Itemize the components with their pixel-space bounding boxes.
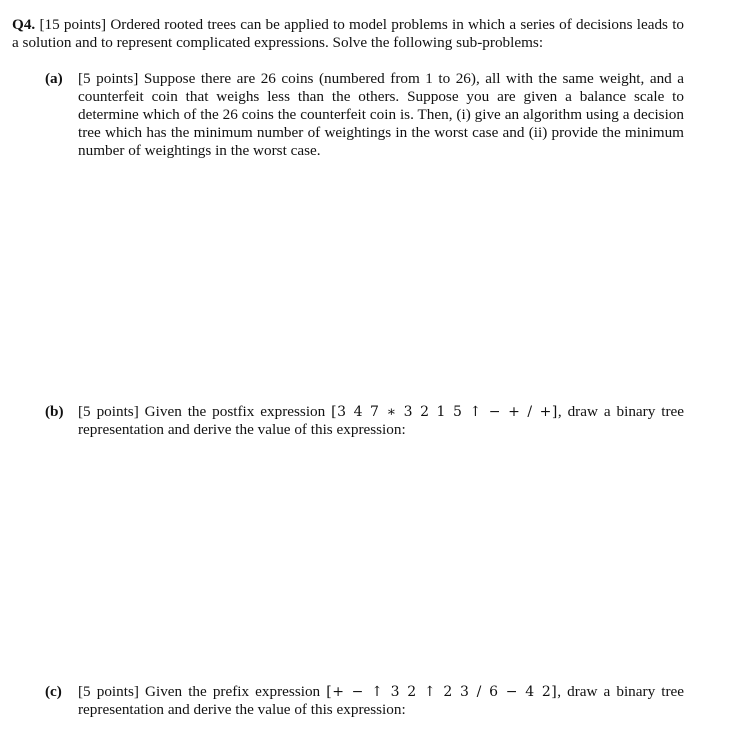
subproblem-b-text-before: [5 points] Given the postfix expression: [78, 403, 332, 420]
question-number: Q4.: [12, 16, 36, 33]
subproblem-c-label: (c): [45, 683, 62, 700]
subproblem-a-text: [5 points] Suppose there are 26 coins (numbered from 1 to 26), all with the same weight, and a counterfeit coin that weighs less than the others. Suppose you are given a balance scale to determine which of the 26 coins the counterfeit coin is. Then, (i) give an algorithm using a decision tree which has the minimum number of weightings in the worst case and (ii) provide the minimum number of weightings in the worst case.: [78, 70, 684, 159]
subproblem-b-label: (b): [45, 403, 64, 420]
subproblem-c-text-before: [5 points] Given the prefix expression: [78, 683, 327, 700]
subproblem-a-label: (a): [45, 70, 63, 87]
subproblem-b: [45, 403, 684, 439]
subproblem-b-body: [78, 403, 684, 439]
subproblem-c-text-after: , draw a binary tree representation and derive the value of this expression:: [78, 683, 685, 718]
subproblem-a: [45, 70, 684, 160]
question-header: [12, 16, 684, 52]
subproblem-c: [45, 683, 684, 719]
subproblem-b-text-after: , draw a binary tree representation and derive the value of this expression:: [78, 403, 684, 438]
subproblem-c-body: [78, 683, 684, 719]
prefix-expression: [+ − ↑ 3 2 ↑ 2 3 / 6 − 4 2]: [326, 684, 558, 700]
question-intro-text: [15 points] Ordered rooted trees can be applied to model problems in which a series of decisions leads to a solution and to represent complicated expressions. Solve the following sub-problems:: [12, 16, 685, 51]
postfix-expression: [3 4 7 ∗ 3 2 1 5 ↑ − + / +]: [331, 404, 558, 420]
